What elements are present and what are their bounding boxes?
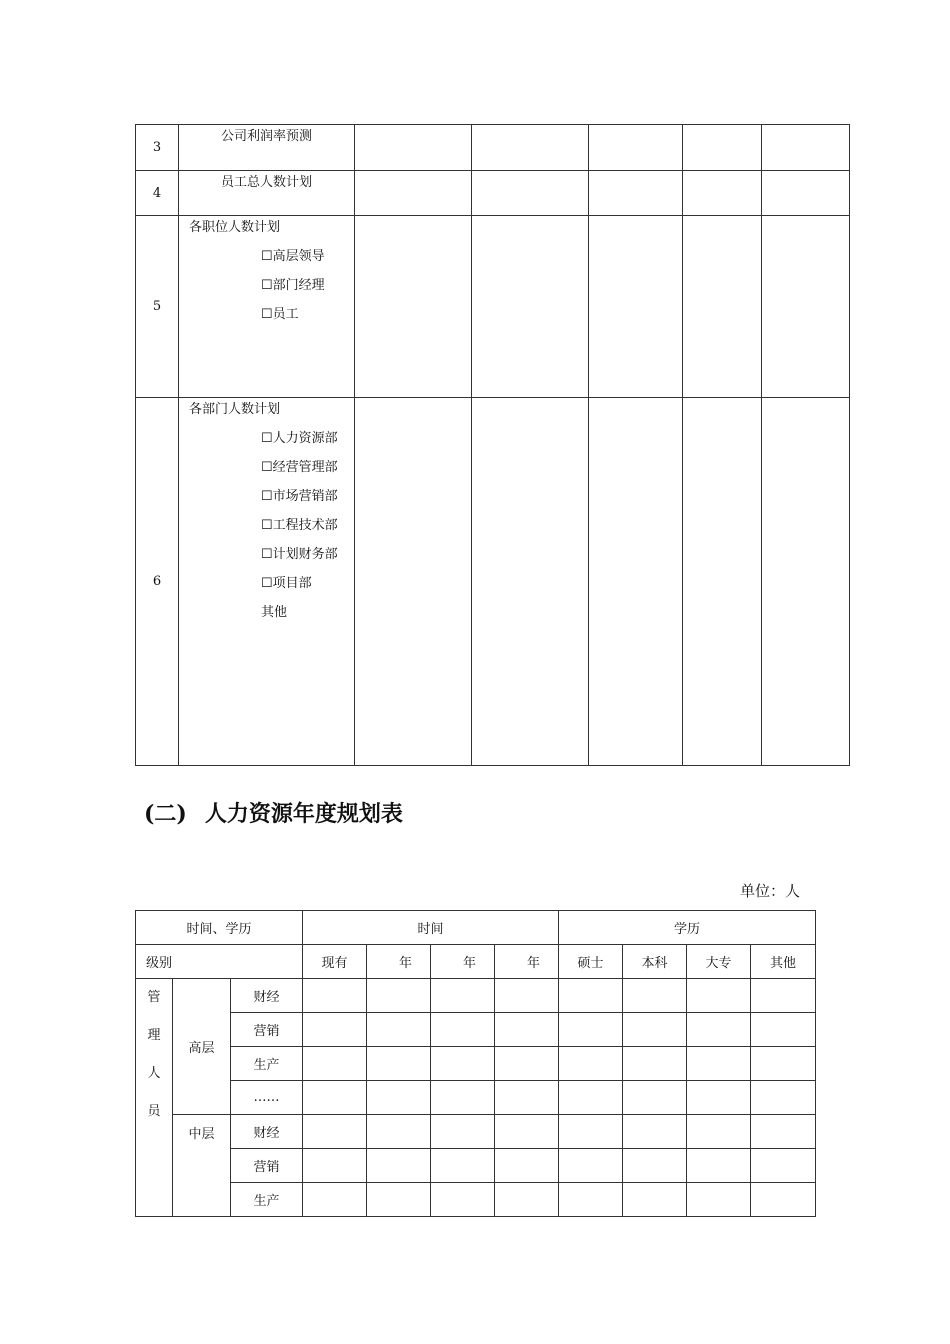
row-number: 5 xyxy=(136,216,179,398)
data-cell[interactable] xyxy=(751,1081,816,1115)
data-cell[interactable] xyxy=(355,216,472,398)
checkbox-option[interactable]: ☐经营管理部 xyxy=(261,460,338,475)
data-cell[interactable] xyxy=(623,1013,687,1047)
data-cell[interactable] xyxy=(495,1183,559,1217)
column-header: 年 xyxy=(367,945,431,979)
table-row xyxy=(136,1047,816,1081)
data-cell[interactable] xyxy=(623,1047,687,1081)
data-cell[interactable] xyxy=(683,125,762,171)
table-row xyxy=(136,1115,816,1149)
category-management-staff: 管 理 人 员 xyxy=(136,979,173,1217)
data-cell[interactable] xyxy=(683,171,762,216)
column-header: 硕士 xyxy=(559,945,623,979)
data-cell[interactable] xyxy=(355,125,472,171)
data-cell[interactable] xyxy=(472,216,589,398)
data-cell[interactable] xyxy=(472,171,589,216)
data-cell[interactable] xyxy=(623,979,687,1013)
data-cell[interactable] xyxy=(751,1013,816,1047)
table-row xyxy=(136,398,850,766)
data-cell[interactable] xyxy=(751,1149,816,1183)
data-cell[interactable] xyxy=(687,1115,751,1149)
data-cell[interactable] xyxy=(751,1115,816,1149)
data-cell[interactable] xyxy=(751,1183,816,1217)
data-cell[interactable] xyxy=(687,1183,751,1217)
data-cell[interactable] xyxy=(431,1183,495,1217)
data-cell[interactable] xyxy=(367,1183,431,1217)
level-high: 高层 xyxy=(173,979,231,1115)
row-number: 6 xyxy=(136,398,179,766)
data-cell[interactable] xyxy=(559,1149,623,1183)
data-cell[interactable] xyxy=(431,1115,495,1149)
section-heading xyxy=(144,797,403,828)
data-cell[interactable] xyxy=(303,1013,367,1047)
data-cell[interactable] xyxy=(367,979,431,1013)
data-cell[interactable] xyxy=(431,1047,495,1081)
data-cell[interactable] xyxy=(589,171,683,216)
table-row xyxy=(136,1183,816,1217)
annual-plan-table xyxy=(135,910,816,1217)
plan-table xyxy=(135,124,850,766)
data-cell[interactable] xyxy=(762,171,850,216)
data-cell[interactable] xyxy=(303,1081,367,1115)
data-cell[interactable] xyxy=(751,1047,816,1081)
data-cell[interactable] xyxy=(687,1013,751,1047)
data-cell[interactable] xyxy=(559,1081,623,1115)
option-other: 其他 xyxy=(261,605,288,620)
data-cell[interactable] xyxy=(472,398,589,766)
data-cell[interactable] xyxy=(303,979,367,1013)
corner-header-bottom: 级别 xyxy=(136,945,303,979)
data-cell[interactable] xyxy=(303,1047,367,1081)
data-cell[interactable] xyxy=(751,979,816,1013)
data-cell[interactable] xyxy=(367,1115,431,1149)
row-number: 4 xyxy=(136,171,179,216)
dept-label: 财经 xyxy=(231,1115,303,1149)
header-row xyxy=(136,911,816,945)
dept-label: 生产 xyxy=(231,1047,303,1081)
checkbox-option[interactable]: ☐计划财务部 xyxy=(261,547,338,562)
data-cell[interactable] xyxy=(762,398,850,766)
data-cell[interactable] xyxy=(431,1013,495,1047)
data-cell[interactable] xyxy=(495,1047,559,1081)
header-row xyxy=(136,945,816,979)
data-cell[interactable] xyxy=(495,1013,559,1047)
checkbox-option[interactable]: ☐员工 xyxy=(261,307,299,322)
data-cell[interactable] xyxy=(355,171,472,216)
data-cell[interactable] xyxy=(431,1081,495,1115)
data-cell[interactable] xyxy=(623,1149,687,1183)
column-header: 现有 xyxy=(303,945,367,979)
data-cell[interactable] xyxy=(687,1081,751,1115)
checkbox-option[interactable]: ☐部门经理 xyxy=(261,278,325,293)
level-mid: 中层 xyxy=(173,1115,231,1217)
data-cell[interactable] xyxy=(495,1115,559,1149)
section-number: (二) xyxy=(144,801,187,827)
data-cell[interactable] xyxy=(762,125,850,171)
table-row xyxy=(136,125,850,171)
data-cell[interactable] xyxy=(431,1149,495,1183)
checkbox-option[interactable]: ☐工程技术部 xyxy=(261,518,338,533)
dept-label: 生产 xyxy=(231,1183,303,1217)
table-row xyxy=(136,979,816,1013)
table-row xyxy=(136,1149,816,1183)
dept-label: 营销 xyxy=(231,1013,303,1047)
data-cell[interactable] xyxy=(687,979,751,1013)
group-header-education: 学历 xyxy=(559,911,816,945)
column-header: 本科 xyxy=(623,945,687,979)
section-title: 人力资源年度规划表 xyxy=(204,801,403,827)
data-cell[interactable] xyxy=(683,216,762,398)
unit-label: 单位：人 xyxy=(740,882,801,900)
row-item: 公司利润率预测 xyxy=(220,129,312,144)
row-item: 员工总人数计划 xyxy=(220,175,312,190)
table-row xyxy=(136,1013,816,1047)
data-cell[interactable] xyxy=(687,1149,751,1183)
table-row xyxy=(136,216,850,398)
column-header: 年 xyxy=(431,945,495,979)
row-item: 各职位人数计划 xyxy=(189,220,281,235)
data-cell[interactable] xyxy=(303,1115,367,1149)
data-cell[interactable] xyxy=(495,979,559,1013)
dept-label: 营销 xyxy=(231,1149,303,1183)
data-cell[interactable] xyxy=(367,1149,431,1183)
checkbox-option[interactable]: ☐市场营销部 xyxy=(261,489,338,504)
data-cell[interactable] xyxy=(303,1149,367,1183)
dept-label: 财经 xyxy=(231,979,303,1013)
column-header: 大专 xyxy=(687,945,751,979)
data-cell[interactable] xyxy=(589,398,683,766)
data-cell[interactable] xyxy=(367,1013,431,1047)
data-cell[interactable] xyxy=(495,1081,559,1115)
data-cell[interactable] xyxy=(367,1047,431,1081)
data-cell[interactable] xyxy=(623,1183,687,1217)
data-cell[interactable] xyxy=(559,1047,623,1081)
data-cell[interactable] xyxy=(431,979,495,1013)
data-cell[interactable] xyxy=(495,1149,559,1183)
table-row xyxy=(136,171,850,216)
row-item: 各部门人数计划 xyxy=(189,402,281,417)
checkbox-option[interactable]: ☐项目部 xyxy=(261,576,312,591)
column-header: 其他 xyxy=(751,945,816,979)
data-cell[interactable] xyxy=(623,1081,687,1115)
data-cell[interactable] xyxy=(623,1115,687,1149)
dept-label: …… xyxy=(231,1081,303,1115)
row-number: 3 xyxy=(136,125,179,171)
checkbox-option[interactable]: ☐人力资源部 xyxy=(261,431,338,446)
data-cell[interactable] xyxy=(559,1013,623,1047)
table-row xyxy=(136,1081,816,1115)
data-cell[interactable] xyxy=(559,979,623,1013)
data-cell[interactable] xyxy=(762,216,850,398)
data-cell[interactable] xyxy=(303,1183,367,1217)
group-header-time: 时间 xyxy=(303,911,559,945)
data-cell[interactable] xyxy=(367,1081,431,1115)
data-cell[interactable] xyxy=(687,1047,751,1081)
data-cell[interactable] xyxy=(472,125,589,171)
data-cell[interactable] xyxy=(589,216,683,398)
data-cell[interactable] xyxy=(589,125,683,171)
corner-header-top: 时间、学历 xyxy=(136,911,303,945)
data-cell[interactable] xyxy=(355,398,472,766)
data-cell[interactable] xyxy=(559,1183,623,1217)
data-cell[interactable] xyxy=(559,1115,623,1149)
checkbox-option[interactable]: ☐高层领导 xyxy=(261,249,325,264)
data-cell[interactable] xyxy=(683,398,762,766)
column-header: 年 xyxy=(495,945,559,979)
